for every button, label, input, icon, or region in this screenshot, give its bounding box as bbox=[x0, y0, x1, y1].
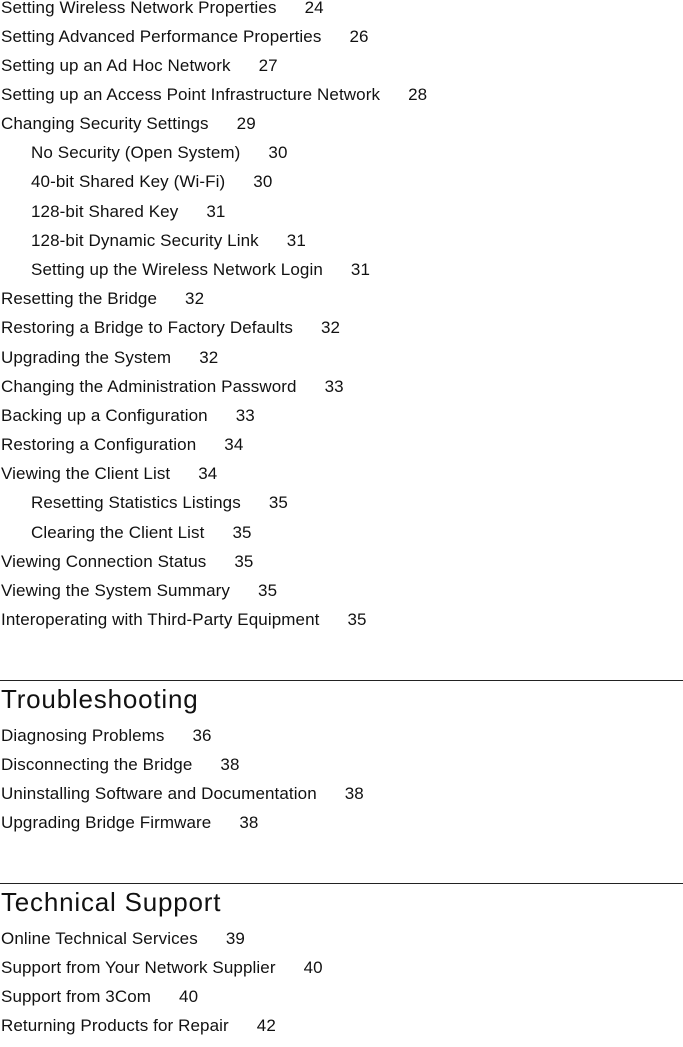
toc-entry[interactable] bbox=[1, 29, 369, 58]
toc-entry-title: Upgrading the System bbox=[1, 348, 172, 367]
toc-entry-title: Changing the Administration Password bbox=[1, 377, 297, 396]
toc-entry-title: Restoring a Bridge to Factory Defaults bbox=[1, 318, 293, 337]
toc-entry-page: 39 bbox=[225, 929, 245, 948]
toc-entry[interactable] bbox=[1, 58, 278, 87]
toc-entry-page: 29 bbox=[236, 114, 256, 133]
toc-entry-title: Clearing the Client List bbox=[31, 523, 205, 542]
toc-entry-title: Interoperating with Third-Party Equipment bbox=[1, 610, 320, 629]
toc-entry-page: 34 bbox=[198, 464, 218, 483]
toc-entry-page: 32 bbox=[185, 289, 205, 308]
section-divider bbox=[0, 680, 683, 681]
toc-entry-title: Viewing the System Summary bbox=[1, 581, 231, 600]
toc-entry[interactable] bbox=[1, 786, 364, 815]
section-heading: Troubleshooting bbox=[1, 684, 199, 714]
toc-entry-title: Returning Products for Repair bbox=[1, 1016, 229, 1035]
toc-entry-title: Setting up an Ad Hoc Network bbox=[1, 56, 231, 75]
toc-entry[interactable] bbox=[1, 116, 256, 145]
section-heading: Technical Support bbox=[1, 887, 222, 917]
toc-entry[interactable] bbox=[1, 757, 240, 786]
toc-entry-page: 34 bbox=[224, 435, 244, 454]
toc-subentry[interactable] bbox=[31, 262, 370, 291]
toc-entry-title: Support from Your Network Supplier bbox=[1, 958, 276, 977]
toc-entry-page: 40 bbox=[303, 958, 323, 977]
toc-entry-title: Resetting the Bridge bbox=[1, 289, 158, 308]
toc-entry-title: Setting up the Wireless Network Login bbox=[31, 260, 323, 279]
toc-entry[interactable] bbox=[1, 554, 253, 583]
toc-entry-page: 40 bbox=[179, 987, 199, 1006]
toc-entry-page: 35 bbox=[347, 610, 367, 629]
toc-entry-page: 33 bbox=[324, 377, 344, 396]
toc-entry-title: Backing up a Configuration bbox=[1, 406, 208, 425]
toc-entry[interactable] bbox=[1, 1018, 276, 1047]
toc-entry[interactable] bbox=[1, 583, 277, 612]
toc-entry-page: 31 bbox=[206, 202, 226, 221]
toc-entry-title: 40-bit Shared Key (Wi-Fi) bbox=[31, 172, 226, 191]
toc-entry-title: Disconnecting the Bridge bbox=[1, 755, 193, 774]
toc-subentry[interactable] bbox=[31, 525, 252, 554]
toc-entry[interactable] bbox=[1, 320, 340, 349]
toc-entry[interactable] bbox=[1, 87, 427, 116]
toc-entry[interactable] bbox=[1, 960, 323, 989]
toc-entry-page: 28 bbox=[408, 85, 428, 104]
toc-entry[interactable] bbox=[1, 989, 198, 1018]
toc-entry[interactable] bbox=[1, 728, 212, 757]
toc-entry-title: Resetting Statistics Listings bbox=[31, 493, 241, 512]
section-divider bbox=[0, 883, 683, 884]
toc-subentry[interactable] bbox=[31, 174, 272, 203]
toc-subentry[interactable] bbox=[31, 233, 306, 262]
toc-entry-title: Viewing the Client List bbox=[1, 464, 171, 483]
toc-entry[interactable] bbox=[1, 0, 324, 29]
toc-entry-title: Changing Security Settings bbox=[1, 114, 209, 133]
toc-entry-title: Setting up an Access Point Infrastructure Network bbox=[1, 85, 381, 104]
toc-entry-page: 35 bbox=[232, 523, 252, 542]
toc-entry-page: 32 bbox=[321, 318, 341, 337]
toc-subentry[interactable] bbox=[31, 145, 288, 174]
toc-entry-page: 33 bbox=[235, 406, 255, 425]
toc-entry-title: Setting Wireless Network Properties bbox=[1, 0, 277, 17]
toc-entry-title: Restoring a Configuration bbox=[1, 435, 197, 454]
toc-entry-page: 32 bbox=[199, 348, 219, 367]
toc-entry[interactable] bbox=[1, 379, 344, 408]
toc-entry-page: 38 bbox=[220, 755, 240, 774]
toc-entry-page: 36 bbox=[192, 726, 212, 745]
toc-entry[interactable] bbox=[1, 466, 217, 495]
toc-entry-page: 26 bbox=[349, 27, 369, 46]
toc-entry-title: 128-bit Shared Key bbox=[31, 202, 179, 221]
toc-entry-page: 38 bbox=[344, 784, 364, 803]
toc-subentry[interactable] bbox=[31, 204, 225, 233]
toc-entry-page: 38 bbox=[239, 813, 259, 832]
toc-entry-page: 27 bbox=[258, 56, 278, 75]
toc-entry[interactable] bbox=[1, 612, 367, 641]
toc-entry[interactable] bbox=[1, 931, 245, 960]
toc-entry[interactable] bbox=[1, 408, 255, 437]
toc-entry[interactable] bbox=[1, 815, 258, 844]
toc-entry[interactable] bbox=[1, 437, 243, 466]
toc-entry-page: 35 bbox=[258, 581, 278, 600]
toc-entry-page: 35 bbox=[268, 493, 288, 512]
toc-entry[interactable] bbox=[1, 291, 204, 320]
toc-entry-title: Upgrading Bridge Firmware bbox=[1, 813, 212, 832]
toc-entry-page: 35 bbox=[234, 552, 254, 571]
toc-entry-title: 128-bit Dynamic Security Link bbox=[31, 231, 259, 250]
toc-entry-title: Setting Advanced Performance Properties bbox=[1, 27, 322, 46]
toc-entry-title: Online Technical Services bbox=[1, 929, 198, 948]
toc-entry-page: 30 bbox=[268, 143, 288, 162]
toc-entry-page: 42 bbox=[256, 1016, 276, 1035]
toc-entry-title: Diagnosing Problems bbox=[1, 726, 165, 745]
toc-entry-title: No Security (Open System) bbox=[31, 143, 241, 162]
toc-entry-title: Support from 3Com bbox=[1, 987, 152, 1006]
toc-entry-page: 24 bbox=[304, 0, 324, 17]
toc-entry[interactable] bbox=[1, 350, 218, 379]
toc-entry-page: 30 bbox=[253, 172, 273, 191]
toc-entry-page: 31 bbox=[286, 231, 306, 250]
toc-entry-title: Uninstalling Software and Documentation bbox=[1, 784, 317, 803]
toc-subentry[interactable] bbox=[31, 495, 288, 524]
toc-entry-page: 31 bbox=[350, 260, 371, 279]
toc-entry-title: Viewing Connection Status bbox=[1, 552, 207, 571]
